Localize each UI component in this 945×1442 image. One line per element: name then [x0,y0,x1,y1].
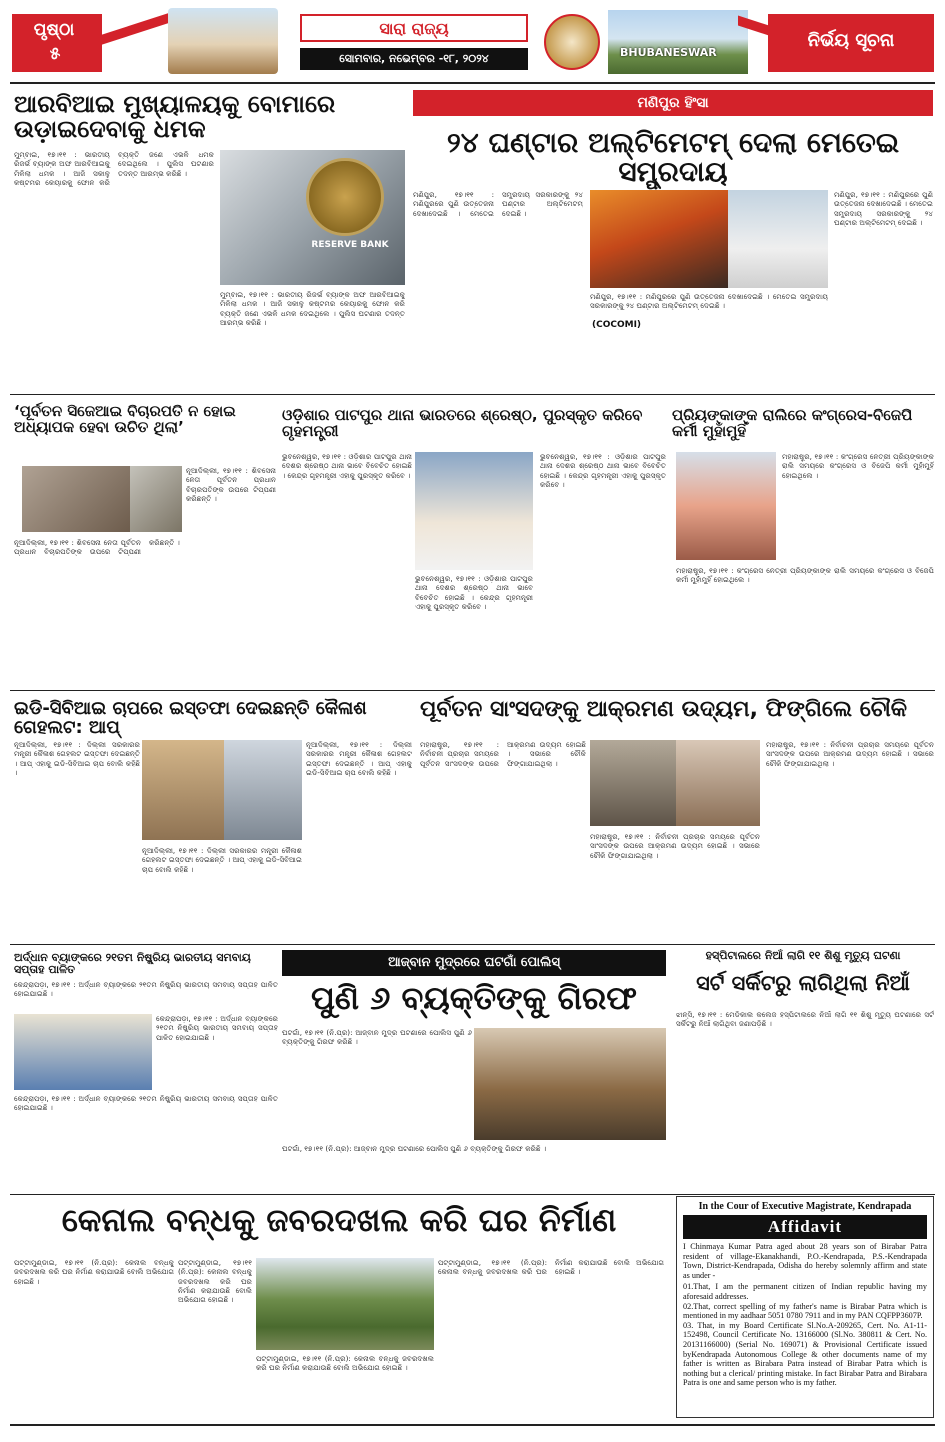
affidavit-p1: 01.That, I am the permanent citizen of Indian republic having my aforesaid addresses. [683,1282,927,1301]
affidavit-title: Affidavit [683,1215,927,1239]
patpur-photo [415,452,533,570]
arrest-photo [474,1028,666,1140]
bank-photo [14,1014,152,1090]
cji-headline: ‘ପୂର୍ବତନ ସିଜେଆଇ ବିଚାରପତି ନ ହୋଇ ଅଧ୍ୟାପକ ହେବା ଉଚିତ ଥିଲା’ [14,402,236,436]
cji-body-lower: ନୂଆଦିଲ୍ଲୀ, ୧୭।୧୧ : ଶିବସେନା ନେତା ପୂର୍ବତନ ପ୍ରଧାନ ବିଚାରପତିଙ୍କ ଉପରେ ଟିପ୍ପଣୀ କରିଛନ୍ତି । [14,538,180,557]
masthead [0,0,945,80]
canal-body-mid: ପଟ୍ଟାମୁଣ୍ଡାଇ, ୧୭।୧୧ (ନି.ପ୍ର): କେନାଲ ବନ୍ଧକୁ ଜବରଦଖଲ କରି ଘର ନିର୍ମାଣ କରାଯାଉଛି ବୋଲି ଅଭିଯୋଗ ହୋଇଛି । [178,1258,252,1305]
manipur-fire-photo [590,190,728,288]
manipur-leader-photo [728,190,828,288]
affidavit-box [676,1196,934,1418]
hospital-headline: ସର୍ଟ ସର୍କିଟରୁ ଲାଗିଥିଲା ନିଆଁ [696,971,910,995]
cji-photo [22,466,130,532]
kailash-body-bottom: ନୂଆଦିଲ୍ଲୀ, ୧୭।୧୧ : ଦିଲ୍ଲୀ ସରକାରର ମନ୍ତ୍ରୀ କୈଳାଶ ଗେହଲଟ ଇସ୍ତଫା ଦେଇଛନ୍ତି । ଆପ୍ ଏହାକୁ ଇଡି-ସିବିଆଇ ଚାପ ବୋଲି କହିଛି । [142,846,302,874]
rbi-emblem [306,158,384,236]
manipur-headline: ୨୪ ଘଣ୍ଟାର ଅଲ୍ଟିମେଟମ୍ ଦେଲା ମେତେଇ ସମ୍ପ୍ରଦାୟ [446,126,900,189]
affidavit-intro: I Chinmaya Kumar Patra aged about 28 years son of Birabar Patra resident of village-Ekanakhandi, P.O.-Kendrapada, P.S.-Kendrapada Town, District-Kendrapada, Odisha do hereby solemnly affirm and state as under - [683,1242,927,1280]
arrest-body-top: ଘଟଗାଁ, ୧୭।୧୧ (ନି.ପ୍ର): ଆଜ୍ବାନ ମୁଦ୍ର ଘଟଣାରେ ପୋଲିସ ପୁଣି ୬ ବ୍ୟକ୍ତିଙ୍କୁ ଗିରଫ କରିଛି । [282,1028,472,1047]
page-bottom-rule [10,1424,935,1426]
kailash-body-right: ନୂଆଦିଲ୍ଲୀ, ୧୭।୧୧ : ଦିଲ୍ଲୀ ସରକାରର ମନ୍ତ୍ରୀ କୈଳାଶ ଗେହଲଟ ଇସ୍ତଫା ଦେଇଛନ୍ତି । ଆପ୍ ଏହାକୁ ଇଡି-ସିବିଆଇ ଚାପ ବୋଲି କହିଛି । [306,740,412,777]
rbi-headline: ଆରବିଆଇ ମୁଖ୍ୟାଳୟକୁ ବୋମାରେ ଉଡ଼ାଇଦେବାକୁ ଧମକ [14,90,336,144]
logo-circle [544,14,600,70]
arrest-kicker: ଆଜ୍ବାନ ମୁଦ୍ରରେ ଘଟଗାଁ ପୋଲିସ୍ [282,950,666,976]
patpur-headline: ଓଡ଼ିଶାର ପାଟପୁର ଥାନା ଭାରତରେ ଶ୍ରେଷ୍ଠ, ପୁରସ୍କୃତ କରିବେ ଗୃହମନ୍ତ୍ରୀ [282,406,643,440]
row2-rule [10,690,935,691]
affidavit-p2: 02.That, correct spelling of my father's name is Birabar Patra which is mentioned in my aadhaar 5051 0780 7911 and in my PAN CQFPP3607P. [683,1301,927,1321]
paper-name: ନିର୍ଭୟ ସୂଚନା [807,30,895,51]
canal-headline: କେନାଲ ବନ୍ଧକୁ ଜବରଦଖଲ କରି ଘର ନିର୍ମାଣ [61,1201,617,1239]
canal-photo [256,1258,434,1350]
row4-rule [10,1194,935,1195]
hospital-kicker: ହସ୍ପିଟାଲରେ ନିଆଁ ଲାଗି ୧୧ ଶିଶୁ ମୃତ୍ୟୁ ଘଟଣା [705,949,901,962]
priyanka-body: ମହାରାଷ୍ଟ୍ର, ୧୭।୧୧ : କଂଗ୍ରେସ ନେତ୍ରୀ ପ୍ରିୟଙ୍କାଙ୍କ ରାଲି ସମୟରେ କଂଗ୍ରେସ ଓ ବିଜେପି କର୍ମୀ ମୁହାଁମୁହିଁ ହୋଇଥିଲେ । [676,566,934,585]
ex-mp-photo-2 [676,740,760,826]
patpur-body-right: ଭୁବନେଶ୍ୱର, ୧୭।୧୧ : ଓଡ଼ିଶାର ପାଟପୁର ଥାନା ଦେଶର ଶ୍ରେଷ୍ଠ ଥାନା ଭାବେ ବିବେଚିତ ହୋଇଛି । କେନ୍ଦ୍ର ଗୃହମନ୍ତ୍ରୀ ଏହାକୁ ପୁରସ୍କୃତ କରିବେ । [540,452,666,489]
cji-body: ନୂଆଦିଲ୍ଲୀ, ୧୭।୧୧ : ଶିବସେନା ନେତା ପୂର୍ବତନ ପ୍ରଧାନ ବିଚାରପତିଙ୍କ ଉପରେ ଟିପ୍ପଣୀ କରିଛନ୍ତି । [186,466,276,503]
masthead-rule [10,82,935,84]
priyanka-headline: ପ୍ରିୟଙ୍କାଙ୍କ ରାଲିରେ କଂଗ୍ରେସ-ବିଜେପି କର୍ମୀ ମୁହାଁମୁହିଁ [672,406,913,440]
canal-body-under: ପଟ୍ଟାମୁଣ୍ଡାଇ, ୧୭।୧୧ (ନି.ପ୍ର): କେନାଲ ବନ୍ଧକୁ ଜବରଦଖଲ କରି ଘର ନିର୍ମାଣ କରାଯାଉଛି ବୋଲି ଅଭିଯୋଗ ହୋଇଛି । [256,1354,434,1373]
arrest-body: ଘଟଗାଁ, ୧୭।୧୧ (ନି.ପ୍ର): ଆଜ୍ବାନ ମୁଦ୍ର ଘଟଣାରେ ପୋଲିସ ପୁଣି ୬ ବ୍ୟକ୍ତିଙ୍କୁ ଗିରଫ କରିଛି । [282,1144,547,1153]
patpur-body-left: ଭୁବନେଶ୍ୱର, ୧୭।୧୧ : ଓଡ଼ିଶାର ପାଟପୁର ଥାନା ଦେଶର ଶ୍ରେଷ୍ଠ ଥାନା ଭାବେ ବିବେଚିତ ହୋଇଛି । କେନ୍ଦ୍ର ଗୃହମନ୍ତ୍ରୀ ଏହାକୁ ପୁରସ୍କୃତ କରିବେ । [282,452,412,480]
manipur-body-mid: ମଣିପୁର, ୧୭।୧୧ : ମଣିପୁରରେ ପୁଣି ଉତ୍ତେଜନା ଦେଖାଦେଇଛି । ମେତେଇ ସମ୍ପ୍ରଦାୟ ସରକାରଙ୍କୁ ୨୪ ଘଣ୍ଟାର ଅଲ୍ଟିମେଟମ୍ ଦେଇଛି । [590,292,828,311]
issue-date: ସୋମବାର, ନଭେମ୍ବର -୧୮, ୨୦୨୪ [300,48,528,70]
manipur-body-right: ମଣିପୁର, ୧୭।୧୧ : ମଣିପୁରରେ ପୁଣି ଉତ୍ତେଜନା ଦେଖାଦେଇଛି । ମେତେଇ ସମ୍ପ୍ରଦାୟ ସରକାରଙ୍କୁ ୨୪ ଘଣ୍ଟାର ଅଲ୍ଟିମେଟମ୍ ଦେଇଛି । [834,190,933,227]
canal-body-right: ପଟ୍ଟାମୁଣ୍ଡାଇ, ୧୭।୧୧ (ନି.ପ୍ର): କେନାଲ ବନ୍ଧକୁ ଜବରଦଖଲ କରି ଘର ନିର୍ମାଣ କରାଯାଉଛି ବୋଲି ଅଭିଯୋଗ ହୋଇଛି । [438,1258,664,1277]
bank-body-top: କେନ୍ଦ୍ରାପଡ଼ା, ୧୭।୧୧ : ଅର୍ଦ୍ଧାନ ବ୍ୟାଙ୍କରେ ୨୧ତମ ନିଷ୍କ୍ରିୟ ଭାରତୀୟ ସମବାୟ ସପ୍ତାହ ପାଳିତ ହୋଇଯାଇଛି । [14,980,278,999]
ex-mp-photo [590,740,676,826]
kailash-headline: ଇଡି-ସିବିଆଇ ଚାପରେ ଇସ୍ତଫା ଦେଇଛନ୍ତି କୈଳାଶ ଗେହଲଟ: ଆପ୍ [14,698,367,738]
bank-body: କେନ୍ଦ୍ରାପଡ଼ା, ୧୭।୧୧ : ଅର୍ଦ୍ଧାନ ବ୍ୟାଙ୍କରେ ୨୧ତମ ନିଷ୍କ୍ରିୟ ଭାରତୀୟ ସମବାୟ ସପ୍ତାହ ପାଳିତ ହୋଇଯାଇଛି । [14,1094,278,1113]
city-photo [608,10,748,74]
bank-body-side: କେନ୍ଦ୍ରାପଡ଼ା, ୧୭।୧୧ : ଅର୍ଦ୍ଧାନ ବ୍ୟାଙ୍କରେ ୨୧ତମ ନିଷ୍କ୍ରିୟ ଭାରତୀୟ ସମବାୟ ସପ୍ତାହ ପାଳିତ ହୋଇଯାଇଛି । [156,1014,278,1042]
patpur-body-mid: ଭୁବନେଶ୍ୱର, ୧୭।୧୧ : ଓଡ଼ିଶାର ପାଟପୁର ଥାନା ଦେଶର ଶ୍ରେଷ୍ଠ ଥାନା ଭାବେ ବିବେଚିତ ହୋଇଛି । କେନ୍ଦ୍ର ଗୃହମନ୍ତ୍ରୀ ଏହାକୁ ପୁରସ୍କୃତ କରିବେ । [415,574,533,611]
ex-mp-body-left: ମହାରାଷ୍ଟ୍ର, ୧୭।୧୧ : ନିର୍ବାଚନୀ ପ୍ରଚାର ସମୟରେ ପୂର୍ବତନ ସାଂସଦଙ୍କ ଉପରେ ଆକ୍ରମଣ ଉଦ୍ୟମ ହୋଇଛି । ସଭାରେ ଚୌକି ଫିଙ୍ଗାଯାଇଥିଲା । [420,740,586,768]
priyanka-body-side: ମହାରାଷ୍ଟ୍ର, ୧୭।୧୧ : କଂଗ୍ରେସ ନେତ୍ରୀ ପ୍ରିୟଙ୍କାଙ୍କ ରାଲି ସମୟରେ କଂଗ୍ରେସ ଓ ବିଜେପି କର୍ମୀ ମୁହାଁମୁହିଁ ହୋଇଥିଲେ । [782,452,934,480]
ex-mp-body-right: ମହାରାଷ୍ଟ୍ର, ୧୭।୧୧ : ନିର୍ବାଚନୀ ପ୍ରଚାର ସମୟରେ ପୂର୍ବତନ ସାଂସଦଙ୍କ ଉପରେ ଆକ୍ରମଣ ଉଦ୍ୟମ ହୋଇଛି । ସଭାରେ ଚୌକି ଫିଙ୍ଗାଯାଇଥିଲା । [766,740,934,768]
cji-photo-2 [130,466,182,532]
ex-mp-headline: ପୂର୍ବତନ ସାଂସଦଙ୍କୁ ଆକ୍ରମଣ ଉଦ୍ୟମ, ଫିଙ୍ଗିଲେ ଚୌକି [420,697,908,722]
manipur-body-left: ମଣିପୁର, ୧୭।୧୧ : ମଣିପୁରରେ ପୁଣି ଉତ୍ତେଜନା ଦେଖାଦେଇଛି । ମେତେଇ ସମ୍ପ୍ରଦାୟ ସରକାରଙ୍କୁ ୨୪ ଘଣ୍ଟାର ଅଲ୍ଟିମେଟମ୍ ଦେଇଛି । [413,190,583,218]
arrest-headline: ପୁଣି ୬ ବ୍ୟକ୍ତିଙ୍କୁ ଗିରଫ [310,979,638,1017]
manipur-kicker: ମଣିପୁର ହିଂସା [413,90,933,116]
page-number: ୫ [49,44,61,64]
hospital-body: ଝାନ୍ସି, ୧୭।୧୧ : ମେଡିକାଲ କଲେଜ ହସ୍ପିଟାଲରେ ନିଆଁ ଲାଗି ୧୧ ଶିଶୁ ମୃତ୍ୟୁ ଘଟଣାରେ ସର୍ଟ ସର୍କିଟରୁ ନିଆଁ ଲାଗିଥିବା ଜଣାପଡ଼ିଛି । [676,1010,934,1029]
rbi-body: ମୁମ୍ବାଇ, ୧୭।୧୧ : ଭାରତୀୟ ରିଜର୍ଭ ବ୍ୟାଙ୍କ ଅଫ ଆରବିଆଇକୁ ମିଳିଲା ଧମକ । ଆଜି ସକାଳୁ କଷ୍ଟମର କେୟାରକୁ ଫୋନ କରି ବ୍ୟକ୍ତି ଜଣେ ଏଭଳି ଧମକ ଦେଇଥିଲେ । ପୁଲିସ ଘଟଣାର ତଦନ୍ତ ଆରମ୍ଭ କରିଛି । [14,150,214,187]
cocomi-label: (COCOMI) [592,320,642,330]
section-title: ସାରା ରାଜ୍ୟ [300,14,528,42]
page-label: ପୃଷ୍ଠା [33,20,75,40]
affidavit-court: In the Cour of Executive Magistrate, Kendrapada [698,1201,912,1212]
row1-rule [10,394,935,395]
kailash-body-left: ନୂଆଦିଲ୍ଲୀ, ୧୭।୧୧ : ଦିଲ୍ଲୀ ସରକାରର ମନ୍ତ୍ରୀ କୈଳାଶ ଗେହଲଟ ଇସ୍ତଫା ଦେଇଛନ୍ତି । ଆପ୍ ଏହାକୁ ଇଡି-ସିବିଆଇ ଚାପ ବୋଲି କହିଛି । [14,740,140,777]
canal-body-left: ପଟ୍ଟାମୁଣ୍ଡାଇ, ୧୭।୧୧ (ନି.ପ୍ର): କେନାଲ ବନ୍ଧକୁ ଜବରଦଖଲ କରି ଘର ନିର୍ମାଣ କରାଯାଉଛି ବୋଲି ଅଭିଯୋଗ ହୋଇଛି । [14,1258,174,1286]
ex-mp-body-mid: ମହାରାଷ୍ଟ୍ର, ୧୭।୧୧ : ନିର୍ବାଚନୀ ପ୍ରଚାର ସମୟରେ ପୂର୍ବତନ ସାଂସଦଙ୍କ ଉପରେ ଆକ୍ରମଣ ଉଦ୍ୟମ ହୋଇଛି । ସଭାରେ ଚୌକି ଫିଙ୍ଗାଯାଇଥିଲା । [590,832,760,860]
bhubaneswar-sign: BHUBANESWAR [620,46,717,59]
kejriwal-photo [142,740,224,840]
priyanka-photo [676,452,776,560]
rbi-photo-sign: RESERVE BANK [311,240,389,250]
rbi-body-lower: ମୁମ୍ବାଇ, ୧୭।୧୧ : ଭାରତୀୟ ରିଜର୍ଭ ବ୍ୟାଙ୍କ ଅଫ ଆରବିଆଇକୁ ମିଳିଲା ଧମକ । ଆଜି ସକାଳୁ କଷ୍ଟମର କେୟାରକୁ ଫୋନ କରି ବ୍ୟକ୍ତି ଜଣେ ଏଭଳି ଧମକ ଦେଇଥିଲେ । ପୁଲିସ ଘଟଣାର ତଦନ୍ତ ଆରମ୍ଭ କରିଛି । [220,290,405,327]
temple-photo [168,8,278,74]
row3-rule [10,944,935,945]
affidavit-p3: 03. That, in my Board Certificate Sl.No.A-209265, Cert. No. A1-11-152498, Council Certificate No. 13166000 (Sl.No. 380811 & Cert. No. 20131166000) (Serial No. 169071) & Provisional Certificate issued byKendrapada Autonomous College & other documents name of my father is written as Birabara Patra instead of Birabar Patra which is nothing but a clerical/ printing mistake. In fact Birabar Patra and Birabara Patra is one and same person who is my father. [683,1320,927,1388]
bank-headline: ଅର୍ଦ୍ଧାନ ବ୍ୟାଙ୍କରେ ୨୧ତମ ନିଷ୍କ୍ରିୟ ଭାରତୀୟ ସମବାୟ ସପ୍ତାହ ପାଳିତ [14,951,251,976]
gehlot-photo [224,740,302,840]
